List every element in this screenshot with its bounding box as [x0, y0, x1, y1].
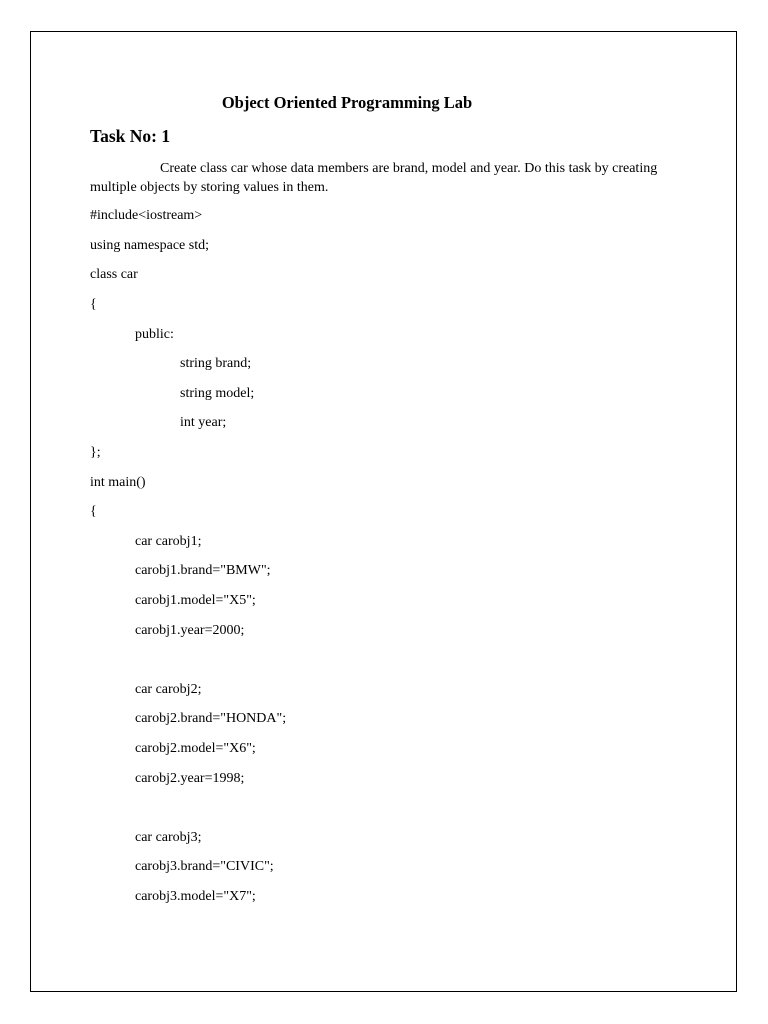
code-line: carobj2.brand="HONDA";: [135, 711, 287, 726]
code-line: carobj2.year=1998;: [135, 771, 245, 786]
code-line: #include<iostream>: [90, 208, 203, 223]
code-line: car carobj2;: [135, 682, 202, 697]
code-line: carobj2.model="X6";: [135, 741, 256, 756]
code-line: {: [90, 297, 97, 312]
code-line: string brand;: [180, 356, 252, 371]
code-line: {: [90, 504, 97, 519]
code-line: carobj3.brand="CIVIC";: [135, 859, 274, 874]
code-line: string model;: [180, 386, 255, 401]
code-line: car carobj3;: [135, 830, 202, 845]
code-line: carobj1.year=2000;: [135, 623, 245, 638]
code-line: using namespace std;: [90, 238, 209, 253]
code-line: public:: [135, 327, 174, 342]
code-line: carobj1.brand="BMW";: [135, 563, 271, 578]
code-line: };: [90, 445, 101, 460]
document-title: Object Oriented Programming Lab: [221, 93, 473, 112]
code-line: carobj1.model="X5";: [135, 593, 256, 608]
code-line: car carobj1;: [135, 534, 202, 549]
task-description: Create class car whose data members are brand, model and year. Do this task by creating multiple objects by storing values in them.: [90, 161, 658, 195]
task-heading: Task No: 1: [90, 126, 171, 146]
code-line: int main(): [90, 475, 146, 490]
code-line: carobj3.model="X7";: [135, 889, 256, 904]
code-line: class car: [90, 267, 138, 282]
code-line: int year;: [180, 415, 227, 430]
